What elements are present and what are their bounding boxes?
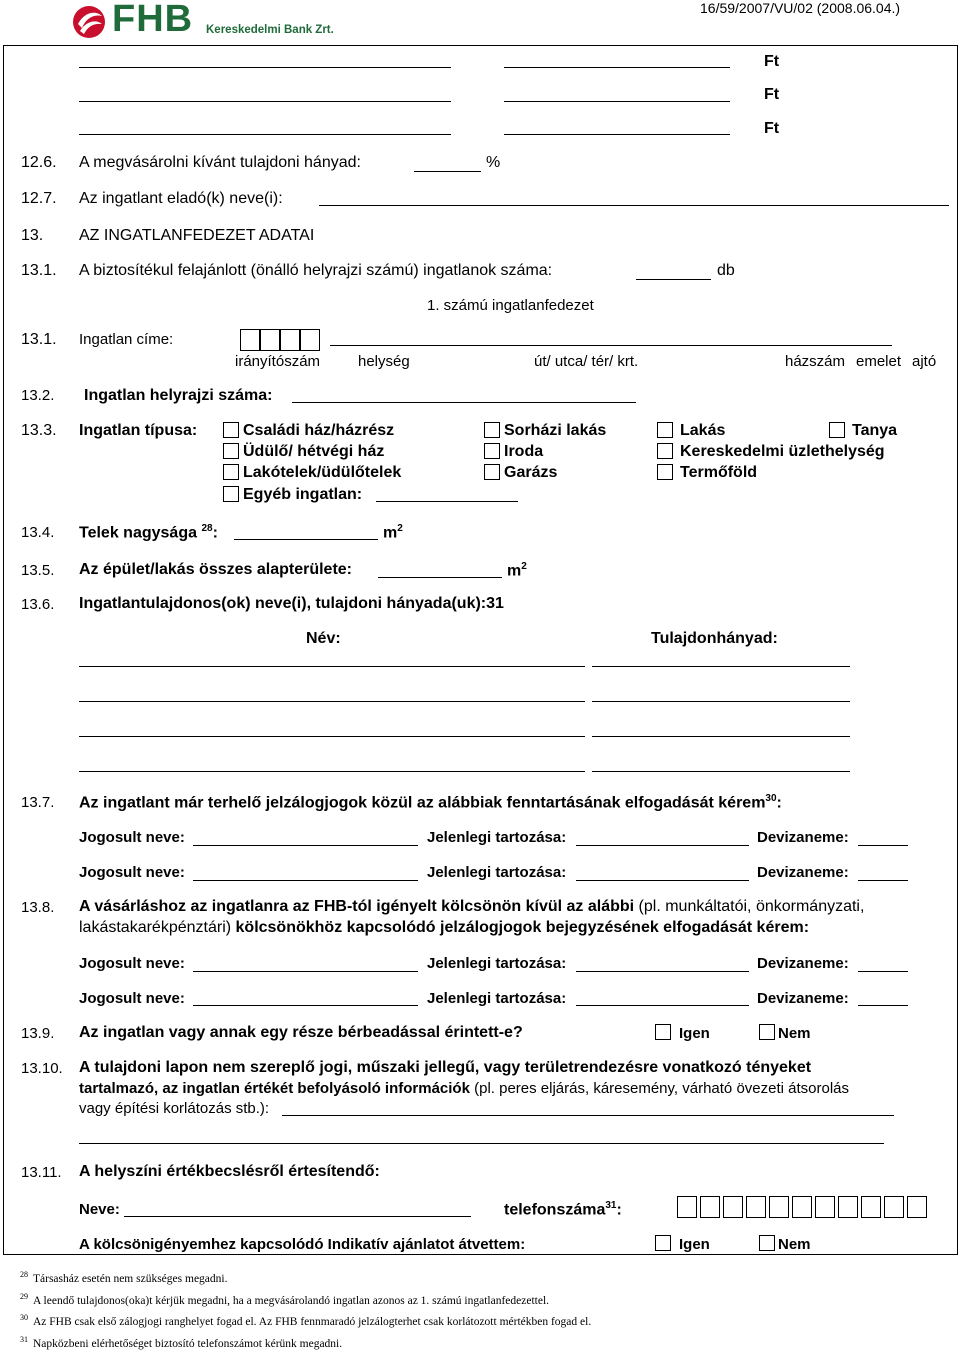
owner-name-3[interactable] — [79, 736, 585, 737]
section-13-10-line3: vagy építési korlátozás stb.): — [79, 1100, 270, 1117]
section-13-1b-number: 13.1. — [21, 331, 57, 348]
section-13-2-label: Ingatlan helyrajzi száma: — [84, 387, 273, 404]
footnote-29-text: A leendő tulajdonos(oka)t kérjük megadni, ha a megvásárolandó ingatlan azonos az 1. számú ingatlanfedezettel. — [33, 1295, 550, 1307]
floor-area-unit — [507, 561, 527, 580]
phone-digit-9[interactable] — [861, 1196, 881, 1218]
phone-digit-7[interactable] — [815, 1196, 835, 1218]
section-13-8-line1-normal: (pl. munkáltatói, önkormányzati, — [634, 898, 865, 915]
section-13-6-number: 13.6. — [21, 596, 55, 613]
phone-digit-6[interactable] — [792, 1196, 812, 1218]
mortgage-4-creditor-field[interactable] — [193, 1005, 418, 1006]
mortgage-2-debt-label: Jelenlegi tartozása: — [427, 864, 567, 881]
phone-digit-10[interactable] — [884, 1196, 904, 1218]
contact-phone-colon: : — [616, 1201, 622, 1219]
section-13-3-number: 13.3. — [21, 422, 57, 439]
zip-caption: irányítószám — [235, 353, 321, 370]
land-registry-field[interactable] — [292, 402, 636, 403]
mortgage-4-debt-field[interactable] — [576, 1005, 749, 1006]
offer-yes-label: Igen — [679, 1236, 710, 1253]
plot-size-unit-m: m — [383, 524, 398, 542]
checkbox-termofold[interactable] — [657, 464, 673, 480]
section-13-11-label: A helyszíni értékbecslésről értesítendő: — [79, 1163, 380, 1180]
mortgage-1-debt-field[interactable] — [576, 845, 749, 846]
section-12-7-number: 12.7. — [21, 190, 57, 207]
section-13-4-number: 13.4. — [21, 524, 55, 541]
phone-digit-1[interactable] — [677, 1196, 697, 1218]
mortgage-3-currency-label: Devizaneme: — [757, 955, 849, 972]
checkbox-lakas[interactable] — [657, 422, 673, 438]
footnote-28-number: 28 — [20, 1270, 28, 1279]
rental-no-label: Nem — [778, 1025, 811, 1042]
percent-unit: % — [486, 154, 501, 171]
section-13-4-colon: : — [212, 524, 218, 542]
mortgage-2-creditor-label: Jogosult neve: — [79, 864, 185, 881]
section-13-10-line2 — [79, 1080, 849, 1097]
information-field-1[interactable] — [282, 1115, 894, 1116]
db-unit: db — [717, 262, 735, 279]
section-13-4-text: Telek nagysága — [79, 524, 197, 542]
mortgage-2-currency-field[interactable] — [858, 880, 908, 881]
collateral-title: 1. számú ingatlanfedezet — [427, 297, 594, 314]
rental-yes-label: Igen — [679, 1025, 710, 1042]
section-13-8-line1 — [79, 898, 864, 916]
section-13-6-label: Ingatlantulajdonos(ok) neve(i), tulajdoni hányada(uk):31 — [79, 595, 504, 612]
section-13-10-line2-normal: (pl. peres eljárás, káresemény, várható övezeti átsorolás — [469, 1080, 850, 1097]
offer-no-label: Nem — [778, 1236, 811, 1253]
section-12-6-label: A megvásárolni kívánt tulajdoni hányad: — [79, 154, 361, 171]
section-13-heading: AZ INGATLANFEDEZET ADATAI — [79, 227, 315, 244]
section-12-7-label: Az ingatlant eladó(k) neve(i): — [79, 190, 283, 207]
mortgage-2-currency-label: Devizaneme: — [757, 864, 849, 881]
phone-digit-4[interactable] — [746, 1196, 766, 1218]
checkbox-tanya[interactable] — [829, 422, 845, 438]
label-lakas: Lakás — [680, 422, 726, 439]
owner-share-4[interactable] — [592, 771, 850, 772]
mortgage-4-currency-label: Devizaneme: — [757, 990, 849, 1007]
mortgage-3-creditor-field[interactable] — [193, 971, 418, 972]
plot-size-field[interactable] — [234, 539, 378, 540]
owner-share-1[interactable] — [592, 666, 850, 667]
checkbox-egyeb[interactable] — [223, 486, 239, 502]
floor-area-unit-sup: 2 — [521, 561, 527, 572]
mortgage-2-creditor-field[interactable] — [193, 880, 418, 881]
section-13-number: 13. — [21, 227, 44, 244]
currency-label-3: Ft — [764, 120, 780, 137]
zip-digit-3[interactable] — [280, 329, 300, 351]
footnote-31-text: Napközbeni elérhetőséget biztosító telefonszámot kérünk megadni. — [33, 1338, 343, 1350]
house-caption: házszám — [785, 353, 846, 370]
section-13-8-line1-bold: A vásárláshoz az ingatlanra az FHB-tól igényelt kölcsönön kívül az alábbi — [79, 898, 635, 915]
section-13-11-number: 13.11. — [21, 1164, 62, 1181]
footnote-29-number: 29 — [20, 1292, 28, 1301]
section-13-1b-label: Ingatlan címe: — [79, 331, 174, 348]
section-13-1a-number: 13.1. — [21, 262, 57, 279]
checkbox-garazs[interactable] — [484, 464, 500, 480]
egyeb-field[interactable] — [376, 501, 518, 502]
top-field-2a[interactable] — [79, 101, 451, 102]
owner-name-header: Név: — [306, 630, 341, 647]
section-13-4-label — [79, 523, 218, 542]
floor-area-field[interactable] — [378, 577, 502, 578]
label-sorhazi-lakas: Sorházi lakás — [504, 422, 607, 439]
top-field-1b[interactable] — [504, 67, 730, 68]
phone-digit-11[interactable] — [907, 1196, 927, 1218]
information-field-2[interactable] — [79, 1143, 884, 1144]
section-13-7-label — [79, 793, 782, 812]
footnote-31-number: 31 — [20, 1335, 28, 1344]
label-uzlethelyseg: Kereskedelmi üzlethelység — [680, 443, 885, 460]
section-13-3-label: Ingatlan típusa: — [79, 422, 198, 439]
mortgage-1-creditor-label: Jogosult neve: — [79, 829, 185, 846]
label-garazs: Garázs — [504, 464, 558, 481]
section-13-8-line2-bold: kölcsönökhöz kapcsolódó jelzálogjogok bejegyzésének elfogadását kérem: — [235, 919, 810, 936]
checkbox-lakotelek[interactable] — [223, 464, 239, 480]
footnote-ref-31: 31 — [605, 1200, 617, 1211]
label-udulo: Üdülő/ hétvégi ház — [243, 443, 385, 460]
document-code: 16/59/2007/VU/02 (2008.06.04.) — [700, 0, 901, 16]
currency-label-2: Ft — [764, 86, 780, 103]
street-caption: út/ utca/ tér/ krt. — [534, 353, 639, 370]
offer-received-label: A kölcsönigényemhez kapcsolódó Indikatív ajánlatot átvettem: — [79, 1236, 526, 1253]
label-termofold: Termőföld — [680, 464, 758, 481]
zip-digit-1[interactable] — [240, 329, 260, 351]
phone-digit-2[interactable] — [700, 1196, 720, 1218]
section-13-5-label: Az épület/lakás összes alapterülete: — [79, 561, 352, 578]
owner-share-2[interactable] — [592, 701, 850, 702]
owner-name-1[interactable] — [79, 666, 585, 667]
owner-share-header: Tulajdonhányad: — [651, 630, 778, 647]
share-percent-field[interactable] — [414, 171, 481, 172]
checkbox-udulo[interactable] — [223, 443, 239, 459]
plot-size-unit — [383, 523, 403, 542]
section-13-5-number: 13.5. — [21, 562, 55, 579]
mortgage-3-debt-label: Jelenlegi tartozása: — [427, 955, 567, 972]
top-field-3a[interactable] — [79, 134, 451, 135]
address-field[interactable] — [330, 345, 892, 346]
contact-phone-label — [504, 1200, 622, 1219]
zip-digit-2[interactable] — [260, 329, 280, 351]
phone-digit-3[interactable] — [723, 1196, 743, 1218]
top-field-2b[interactable] — [504, 101, 730, 102]
footnote-28-text: Társasház esetén nem szükséges megadni. — [33, 1273, 228, 1285]
owner-name-4[interactable] — [79, 771, 585, 772]
contact-phone-text: telefonszáma — [504, 1201, 606, 1219]
logo-emblem — [73, 6, 105, 38]
seller-name-field[interactable] — [319, 205, 949, 206]
offer-no-checkbox[interactable] — [759, 1235, 775, 1251]
label-tanya: Tanya — [852, 422, 898, 439]
mortgage-1-currency-label: Devizaneme: — [757, 829, 849, 846]
section-13-10-line2-bold: tartalmazó, az ingatlan értékét befolyásoló információk — [79, 1080, 470, 1097]
footnote-ref-30: 30 — [765, 793, 777, 804]
logo-subtitle: Kereskedelmi Bank Zrt. — [206, 24, 334, 36]
section-13-10-line1: A tulajdoni lapon nem szereplő jogi, műszaki jellegű, vagy területrendezésre vonatkozó tényeket — [79, 1059, 812, 1076]
rental-yes-checkbox[interactable] — [655, 1024, 671, 1040]
label-egyeb: Egyéb ingatlan: — [243, 486, 363, 503]
footnote-ref-28: 28 — [201, 523, 213, 534]
zip-digit-4[interactable] — [300, 329, 320, 351]
section-13-8-line2 — [79, 919, 809, 937]
mortgage-2-debt-field[interactable] — [576, 880, 749, 881]
section-13-9-number: 13.9. — [21, 1025, 55, 1042]
owner-name-2[interactable] — [79, 701, 585, 702]
phone-digit-8[interactable] — [838, 1196, 858, 1218]
section-13-2-number: 13.2. — [21, 387, 55, 404]
logo-text: FHB — [112, 0, 194, 40]
label-lakotelek: Lakótelek/üdülőtelek — [243, 464, 402, 481]
footnote-30-number: 30 — [20, 1313, 28, 1322]
section-13-10-number: 13.10. — [21, 1060, 63, 1077]
label-iroda: Iroda — [504, 443, 544, 460]
section-13-1a-label: A biztosítékul felajánlott (önálló helyrajzi számú) ingatlanok száma: — [79, 262, 553, 279]
property-count-field[interactable] — [636, 279, 711, 280]
mortgage-4-currency-field[interactable] — [858, 1005, 908, 1006]
door-caption: ajtó — [912, 353, 937, 370]
footnote-30-text: Az FHB csak első zálogjogi ranghelyet fogad el. Az FHB fennmaradó jelzálogterhet csak korlátozott mértékben fogad el. — [33, 1316, 592, 1328]
mortgage-3-debt-field[interactable] — [576, 971, 749, 972]
section-12-6-number: 12.6. — [21, 154, 57, 171]
offer-yes-checkbox[interactable] — [655, 1235, 671, 1251]
label-csaladi-haz: Családi ház/házrész — [243, 422, 395, 439]
contact-name-label: Neve: — [79, 1201, 120, 1218]
owner-share-3[interactable] — [592, 736, 850, 737]
mortgage-1-creditor-field[interactable] — [193, 845, 418, 846]
mortgage-1-currency-field[interactable] — [858, 845, 908, 846]
mortgage-3-creditor-label: Jogosult neve: — [79, 955, 185, 972]
section-13-7-number: 13.7. — [21, 794, 55, 811]
floor-area-unit-m: m — [507, 562, 522, 580]
floor-caption: emelet — [856, 353, 902, 370]
currency-label-1: Ft — [764, 53, 780, 70]
checkbox-uzlethelyseg[interactable] — [657, 443, 673, 459]
contact-name-field[interactable] — [124, 1216, 471, 1217]
section-13-9-label: Az ingatlan vagy annak egy része bérbeadással érintett-e? — [79, 1024, 523, 1041]
phone-digit-5[interactable] — [769, 1196, 789, 1218]
section-13-7-colon: : — [776, 794, 782, 812]
mortgage-1-debt-label: Jelenlegi tartozása: — [427, 829, 567, 846]
checkbox-csaladi-haz[interactable] — [223, 422, 239, 438]
section-13-8-number: 13.8. — [21, 899, 55, 916]
section-13-7-text: Az ingatlant már terhelő jelzálogjogok közül az alábbiak fenntartásának elfogadását kérem — [79, 794, 766, 812]
mortgage-3-currency-field[interactable] — [858, 971, 908, 972]
checkbox-iroda[interactable] — [484, 443, 500, 459]
top-field-1a[interactable] — [79, 67, 451, 68]
section-13-8-line2-normal: lakástakarékpénztári) — [79, 919, 236, 936]
mortgage-4-debt-label: Jelenlegi tartozása: — [427, 990, 567, 1007]
city-caption: helység — [358, 353, 410, 370]
top-field-3b[interactable] — [504, 134, 730, 135]
checkbox-sorhazi-lakas[interactable] — [484, 422, 500, 438]
plot-size-unit-sup: 2 — [397, 523, 403, 534]
mortgage-4-creditor-label: Jogosult neve: — [79, 990, 185, 1007]
rental-no-checkbox[interactable] — [759, 1024, 775, 1040]
